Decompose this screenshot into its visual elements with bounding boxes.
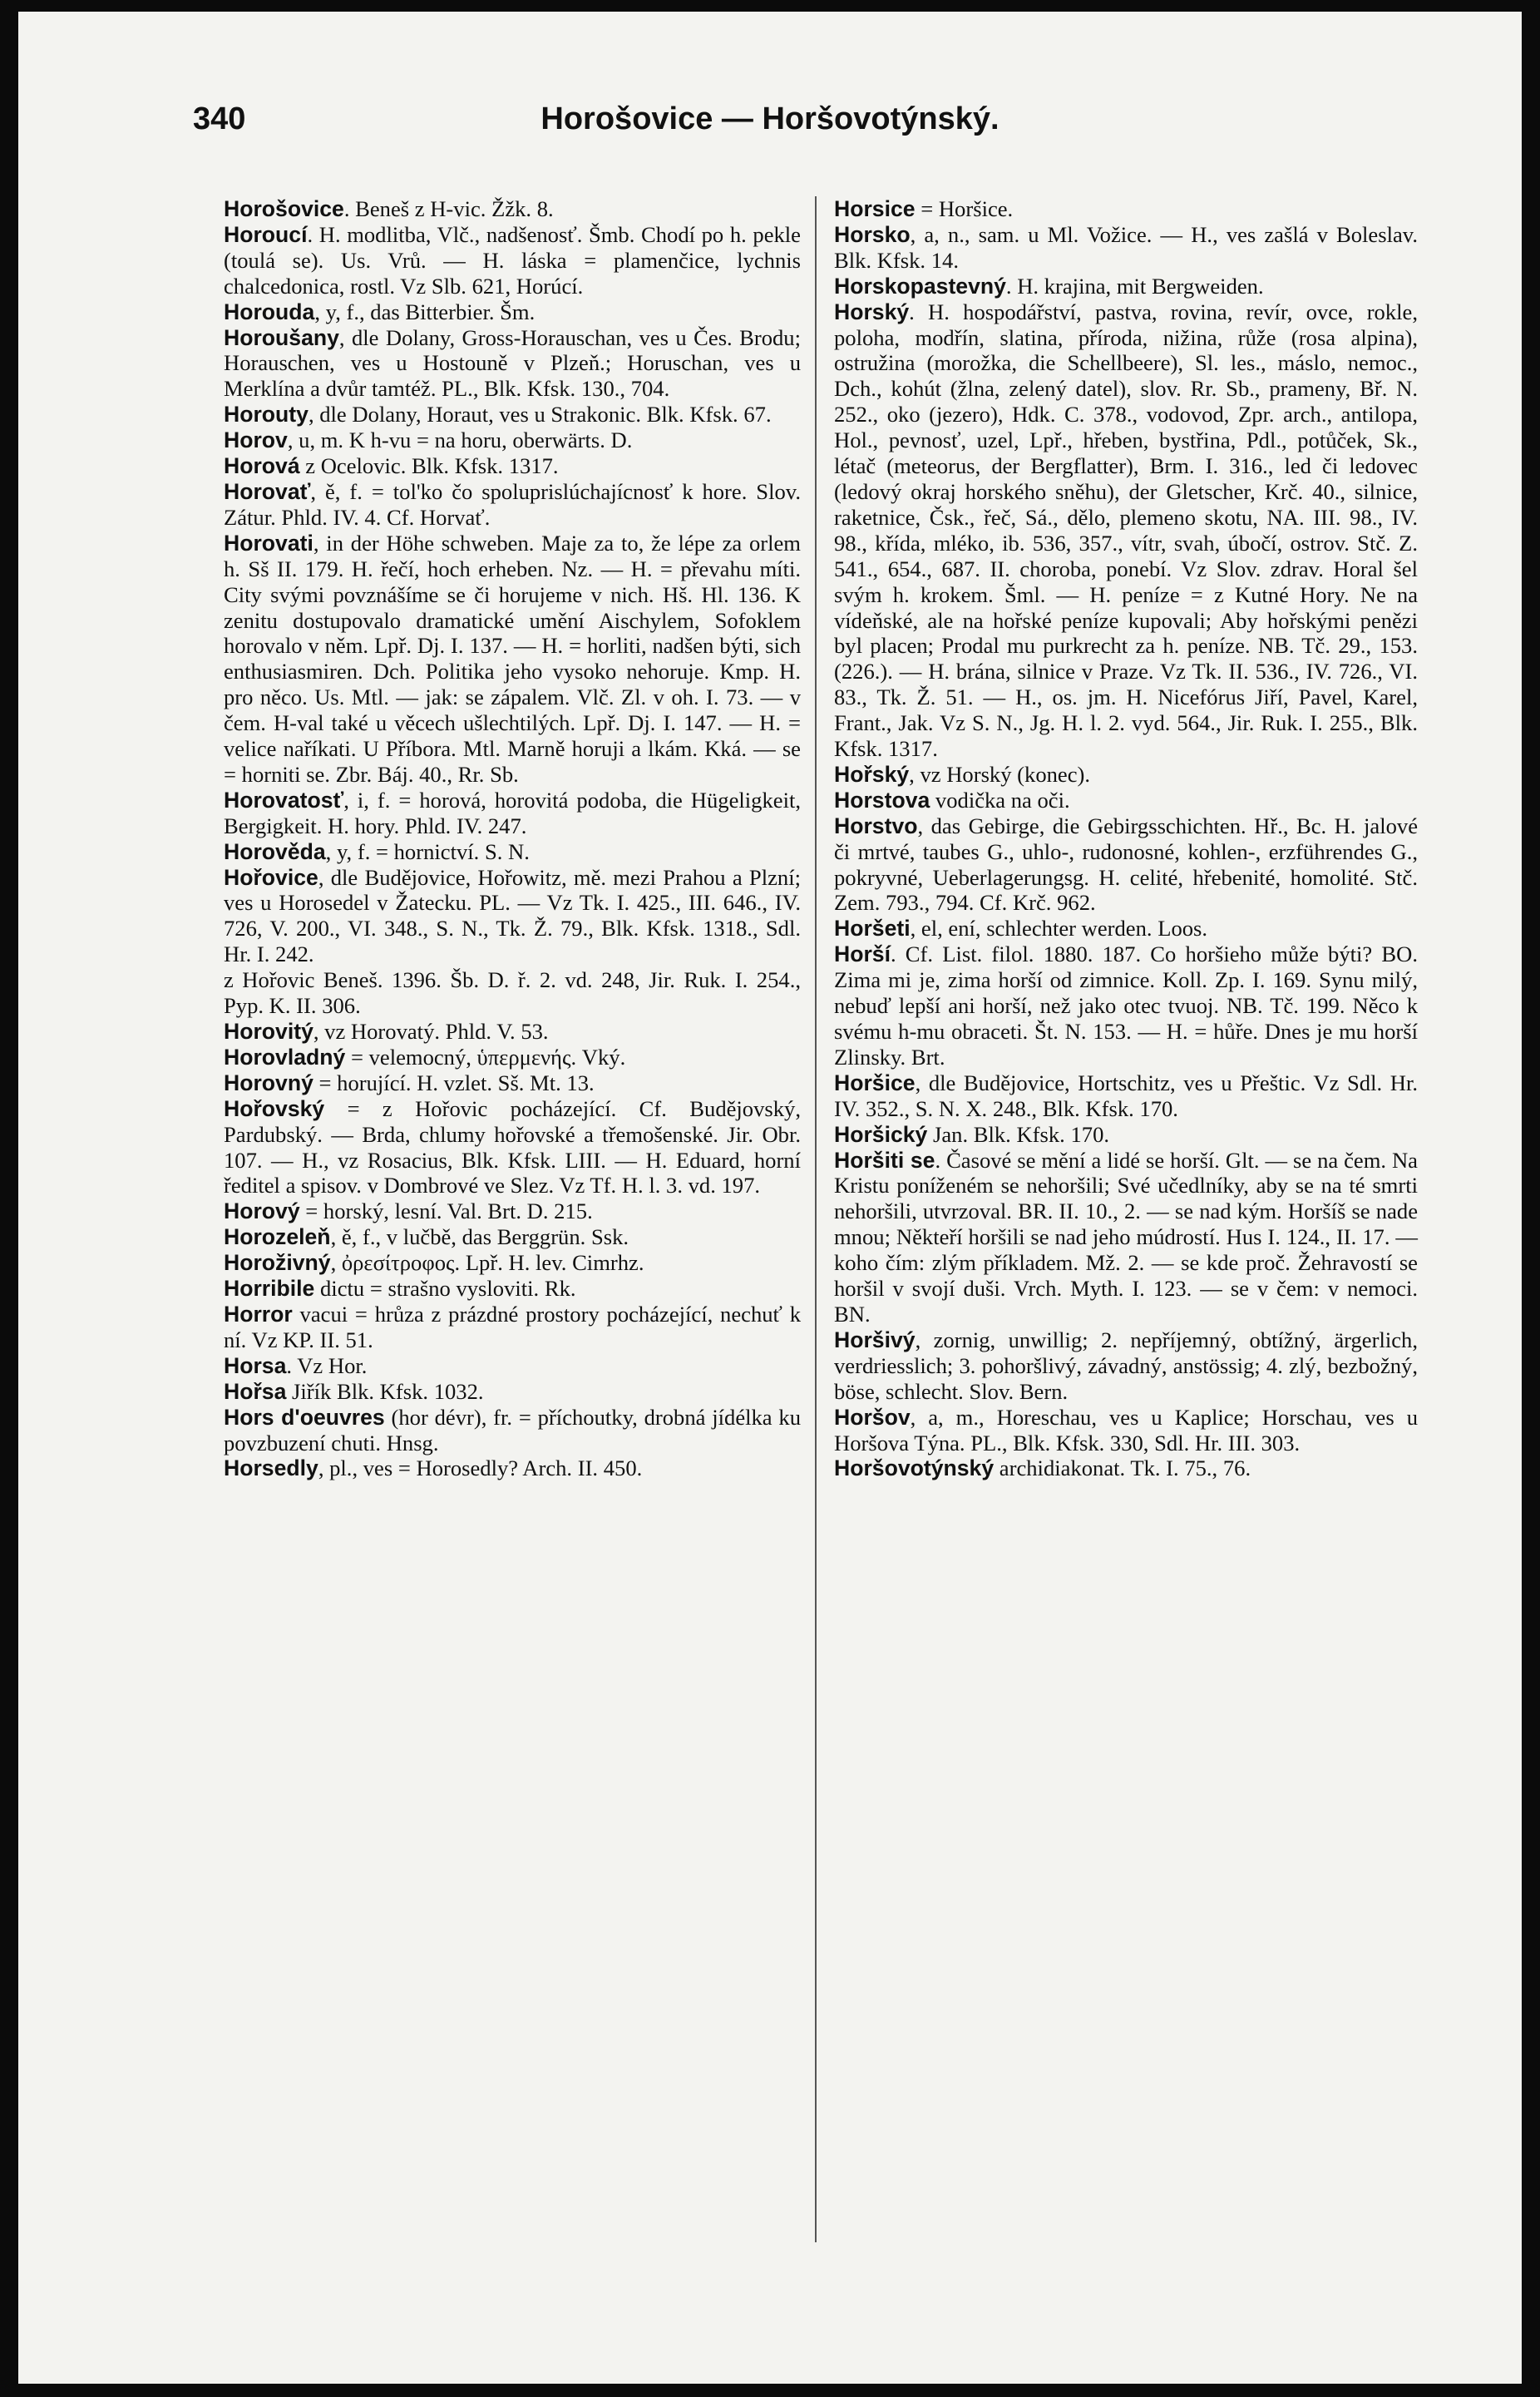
- entry-text: . H. modlitba, Vlč., nadšenosť. Šmb. Chodí po h. pekle (toulá se). Us. Vrů. — H. láska = plamenčice, lychnis chalcedonica, rostl. Vz Slb. 621, Horúcí.: [224, 221, 801, 299]
- dictionary-entry: [224, 788, 801, 839]
- entry-text: , dle Budějovice, Hortschitz, ves u Přeštic. Vz Sdl. Hr. IV. 352., S. N. X. 248., Blk. Kfsk. 170.: [834, 1070, 1418, 1121]
- dictionary-entry: [834, 1070, 1418, 1122]
- entry-headword: Hořský: [834, 761, 910, 787]
- entry-text: , a, m., Horeschau, ves u Kaplice; Horschau, ves u Horšova Týna. PL., Blk. Kfsk. 330, Sdl. Hr. III. 303.: [834, 1404, 1418, 1455]
- entry-headword: Horová: [224, 453, 300, 479]
- entry-text: , das Gebirge, die Gebirgsschichten. Hř., Bc. H. jalové či mrtvé, taubes G., uhlo-, rudonosné, kohlen-, erzführendes G., pokryvné, Ueberlagerungsg. H. celité, hřebenité, homolité. Stč. Zem. 793., 794. Cf. Krč. 962.: [834, 813, 1418, 916]
- dictionary-entry: [834, 916, 1418, 942]
- dictionary-entry: [834, 299, 1418, 762]
- dictionary-entry: [224, 1096, 801, 1199]
- dictionary-entry: [224, 1379, 801, 1405]
- entry-headword: Horský: [834, 299, 910, 324]
- entry-headword: Horstova: [834, 787, 930, 813]
- dictionary-entry: [834, 762, 1418, 788]
- entry-headword: Horribile: [224, 1276, 315, 1302]
- entry-headword: Horovný: [224, 1070, 313, 1095]
- entry-headword: Hořsa: [224, 1378, 287, 1404]
- dictionary-entry: [224, 1250, 801, 1276]
- dictionary-entry: [834, 274, 1418, 299]
- dictionary-entry: [224, 865, 801, 968]
- entry-text: = velemocný, ὑπερμενής. Vký.: [345, 1044, 626, 1070]
- dictionary-entry: [224, 402, 801, 428]
- entry-headword: Horovladný: [224, 1044, 346, 1070]
- entry-text: , dle Dolany, Gross-Horauschan, ves u Čes. Brodu; Horauschen, ves u Hostouně v Plzeň.; Horuschan, ves u Merklína a dvůr tamtéž. PL., Blk. Kfsk. 130., 704.: [224, 324, 801, 402]
- entry-headword: Horoucí: [224, 221, 308, 247]
- entry-text: dictu = strašno vysloviti. Rk.: [314, 1276, 576, 1302]
- entry-headword: Horšiti se: [834, 1147, 935, 1173]
- entry-headword: Horror: [224, 1301, 293, 1327]
- page-number: 340: [193, 101, 246, 136]
- entry-headword: Horouda: [224, 299, 315, 324]
- entry-headword: Horsko: [834, 221, 911, 247]
- entry-text: , dle Dolany, Horaut, ves u Strakonic. Blk. Kfsk. 67.: [308, 402, 772, 428]
- entry-text: , pl., ves = Horosedly? Arch. II. 450.: [318, 1455, 643, 1481]
- entry-text: , y, f., das Bitterbier. Šm.: [314, 299, 536, 324]
- entry-text: , ě, f. = tol'ko čo spoluprislúchajícnosť k hore. Slov. Zátur. Phld. IV. 4. Cf. Horvať.: [224, 478, 801, 530]
- entry-text: , vz Horovatý. Phld. V. 53.: [313, 1019, 549, 1044]
- page-header: [18, 101, 1522, 151]
- dictionary-entry: [224, 839, 801, 865]
- entry-text: , a, n., sam. u Ml. Vožice. — H., ves zašlá v Boleslav. Blk. Kfsk. 14.: [834, 221, 1418, 273]
- entry-text: vodička na oči.: [930, 787, 1070, 813]
- entry-headword: Horoušany: [224, 324, 339, 350]
- entry-text: . H. hospodářství, pastva, rovina, revír, ovce, rokle, poloha, modřín, slatina, příroda, nižina, růže (rosa alpina), ostružina (morožka, die Schellbeere), Sl. les., máslo, nemoc., Dch., kohút (žlna, zelený datel), slov. Rr. Sb., prameny, Bř. N. 252., oko (jezero), Hdk. C. 378., vodovod, Zpr. arch., antilopa, Hol., pevnosť, uzel, Lpř., hřeben, bystřina, Pdl., potůček, Sk., létač (meteorus, der Bergflatter), Brm. I. 316., led či ledovec (ledový okraj horského sněhu), der Gletscher, Krč. 40., silnice, raketnice, Čsk., řeč, Sá., dělo, plemeno skotu, NA. III. 98., IV. 98., křída, mléko, ib. 536, 357., vítr, svah, úbočí, ostrov. Stč. Z. 541., 654., 687. II. choroba, ponebí. Vz Slov. zdrav. Horal šel svým h. krokem. Šml. — H. peníze = z Kutné Hory. Ne na vídeňské, ale na hořské peníze kupovali; Aby hořskými penězi byl placen; Prodal mu purkrecht za h. peníze. NB. Tč. 29., 153. (226.). — H. brána, silnice v Praze. Vz Tk. II. 536., IV. 726., VI. 83., Tk. Ž. 51. — H., os. jm. H. Nicefórus Jiří, Pavel, Karel, Frant., Jak. Vz S. N., Jg. H. l. 2. vyd. 564., Jir. Ruk. I. 255., Blk. Kfsk. 1317.: [834, 299, 1418, 762]
- dictionary-entry: [834, 813, 1418, 917]
- entry-text: (hor dévr), fr. = příchoutky, drobná jídélka ku povzbuzení chuti. Hnsg.: [224, 1404, 801, 1455]
- entry-headword: Horskopastevný: [834, 273, 1006, 299]
- entry-text: Jiřík Blk. Kfsk. 1032.: [286, 1378, 484, 1404]
- entry-headword: Horověda: [224, 838, 326, 864]
- entry-headword: Horov: [224, 428, 288, 453]
- dictionary-entry: [834, 788, 1418, 813]
- entry-headword: Horšov: [834, 1404, 911, 1430]
- dictionary-entry: [834, 942, 1418, 1070]
- dictionary-entry: [834, 1148, 1418, 1327]
- entry-headword: Horsedly: [224, 1455, 318, 1481]
- entry-text: , in der Höhe schweben. Maje za to, že lépe za orlem h. Sš II. 179. H. řečí, hoch erheben. Nz. — H. = převahu míti. City svými povznášíme se či horujeme v nich. Hš. Hl. 136. K zenitu dostupovalo dramatické umění Aischylem, Sofoklem horovalo v něm. Lpř. Dj. I. 137. — H. = horliti, nadšen býti, sich enthusiasmiren. Dch. Politika jeho vysoko nehoruje. Kmp. H. pro něco. Us. Mtl. — jak: se zápalem. Vlč. Zl. v oh. I. 73. — v čem. H-val také u věcech ušlechtilých. Lpř. Dj. I. 147. — H. = velice naříkati. U Příbora. Mtl. Marně horuji a lkám. Kká. — se = horniti se. Zbr. Báj. 40., Rr. Sb.: [224, 530, 801, 787]
- entry-headword: Horozeleň: [224, 1224, 331, 1250]
- entry-text: , ě, f., v lučbě, das Berggrün. Ssk.: [330, 1224, 629, 1250]
- entry-text: z Hořovic Beneš. 1396. Šb. D. ř. 2. vd. 248, Jir. Ruk. I. 254., Pyp. K. II. 306.: [224, 967, 801, 1019]
- dictionary-entry: [834, 196, 1418, 222]
- entry-headword: Horový: [224, 1198, 300, 1224]
- dictionary-entry: [834, 1327, 1418, 1405]
- entry-headword: Horovatosť: [224, 787, 344, 813]
- dictionary-entry: [834, 222, 1418, 274]
- dictionary-entry: [224, 967, 801, 1019]
- book-page: [18, 12, 1522, 2384]
- entry-headword: Horoživný: [224, 1250, 331, 1276]
- dictionary-entry: [224, 1302, 801, 1353]
- entry-text: . Časové se mění a lidé se horší. Glt. — se na čem. Na Kristu poníženém se nehoršili; Své učedlníky, aby se na té smrti nehoršili, utvrzoval. BR. II. 10., 2. — se nad kým. Horšíš se nade mnou; Někteří horšili se nad jeho múdrostí. Hus I. 124., II. 17. — koho čím: zlým příkladem. Mž. 2. — se kde proč. Žehravostí se horšil v svojí duši. Vrch. Myth. I. 123. — se v čem: v nemoci. BN.: [834, 1147, 1418, 1327]
- entry-text: , u, m. K h-vu = na horu, oberwärts. D.: [287, 428, 633, 453]
- dictionary-entry: [224, 531, 801, 788]
- dictionary-entry: [224, 299, 801, 325]
- entry-text: , zornig, unwillig; 2. nepříjemný, obtížný, ärgerlich, verdriesslich; 3. pohoršlivý, závadný, anstössig; 4. zlý, bezbožný, böse, schlecht. Slov. Bern.: [834, 1327, 1418, 1404]
- dictionary-entry: [224, 1455, 801, 1481]
- entry-headword: Horošovice: [224, 196, 344, 221]
- entry-headword: Horšice: [834, 1070, 916, 1095]
- entry-headword: Hořovský: [224, 1095, 325, 1121]
- column-divider: [815, 196, 817, 2242]
- dictionary-entry: [834, 1455, 1418, 1481]
- dictionary-entry: [224, 1198, 801, 1224]
- left-column: [224, 196, 801, 1481]
- dictionary-entry: [224, 1276, 801, 1302]
- dictionary-entry: [224, 1019, 801, 1045]
- entry-headword: Horovati: [224, 530, 313, 556]
- entry-headword: Horší: [834, 942, 891, 967]
- entry-text: . Vz Hor.: [286, 1352, 368, 1378]
- entry-headword: Horšeti: [834, 916, 911, 942]
- entry-headword: Horstvo: [834, 813, 918, 838]
- entry-text: . Beneš z H-vic. Žžk. 8.: [343, 196, 554, 221]
- entry-text: = horující. H. vzlet. Sš. Mt. 13.: [313, 1070, 595, 1095]
- entry-headword: Horšivý: [834, 1327, 916, 1352]
- entry-headword: Horovitý: [224, 1019, 313, 1044]
- entry-headword: Horšický: [834, 1121, 928, 1147]
- entry-text: , el, ení, schlechter werden. Loos.: [910, 916, 1208, 942]
- entry-text: z Ocelovic. Blk. Kfsk. 1317.: [299, 453, 559, 479]
- entry-text: , vz Horský (konec).: [909, 761, 1091, 787]
- entry-text: = horský, lesní. Val. Brt. D. 215.: [299, 1198, 593, 1224]
- dictionary-entry: [224, 325, 801, 403]
- entry-text: , y, f. = hornictví. S. N.: [325, 838, 530, 864]
- dictionary-entry: [224, 479, 801, 531]
- entry-headword: Horovať: [224, 478, 311, 504]
- dictionary-entry: [224, 1045, 801, 1070]
- entry-text: . H. krajina, mit Bergweiden.: [1005, 273, 1264, 299]
- entry-text: , i, f. = horová, horovitá podoba, die Hügeligkeit, Bergigkeit. H. hory. Phld. IV. 247.: [224, 787, 801, 838]
- dictionary-entry: [224, 196, 801, 222]
- entry-text: , dle Budějovice, Hořowitz, mě. mezi Prahou a Plzní; ves u Horosedel v Žatecku. PL. — Vz Tk. I. 425., III. 646., IV. 726, V. 200., VI. 348., S. N., Tk. Ž. 79., Blk. Kfsk. 1318., Sdl. Hr. I. 242.: [224, 864, 801, 967]
- dictionary-entry: [834, 1122, 1418, 1148]
- entry-text: archidiakonat. Tk. I. 75., 76.: [994, 1455, 1251, 1481]
- dictionary-entry: [224, 1070, 801, 1096]
- right-column: [834, 196, 1418, 1481]
- page-title: Horošovice — Horšovotýnský.: [540, 101, 1000, 136]
- entry-text: = z Hořovic pocházející. Cf. Budějovský, Pardubský. — Brda, chlumy hořovské a třemošenské. Jir. Obr. 107. — H., vz Rosacius, Blk. Kfsk. LIII. — H. Eduard, horní ředitel a spisov. v Dombrové ve Slez. Vz Tf. H. l. 3. vd. 197.: [224, 1095, 801, 1198]
- entry-text: . Cf. List. filol. 1880. 187. Co horšieho může býti? BO. Zima mi je, zima horší od zimnice. Koll. Zp. I. 169. Synu milý, nebuď lepší ani horší, než jako otec tvuoj. NB. Tč. 199. Něco k svému h-mu obraceti. Št. N. 153. — H. = hůře. Dnes je mu horší Zlinsky. Brt.: [834, 942, 1418, 1070]
- dictionary-entry: [224, 1405, 801, 1456]
- entry-text: Jan. Blk. Kfsk. 170.: [927, 1121, 1110, 1147]
- entry-headword: Horsice: [834, 196, 916, 221]
- dictionary-entry: [224, 1224, 801, 1250]
- dictionary-entry: [224, 1353, 801, 1379]
- dictionary-entry: [224, 453, 801, 479]
- entry-headword: Hors d'oeuvres: [224, 1404, 385, 1430]
- entry-headword: Hořovice: [224, 864, 318, 890]
- entry-text: vacui = hrůza z prázdné prostory pocházející, nechuť k ní. Vz KP. II. 51.: [224, 1301, 801, 1352]
- dictionary-entry: [224, 222, 801, 299]
- entry-headword: Horsa: [224, 1352, 287, 1378]
- entry-text: = Horšice.: [915, 196, 1014, 221]
- entry-headword: Horouty: [224, 402, 308, 428]
- entry-headword: Horšovotýnský: [834, 1455, 995, 1481]
- dictionary-entry: [224, 428, 801, 453]
- entry-text: , ὀρεσίτροφος. Lpř. H. lev. Cimrhz.: [330, 1250, 644, 1276]
- dictionary-entry: [834, 1405, 1418, 1456]
